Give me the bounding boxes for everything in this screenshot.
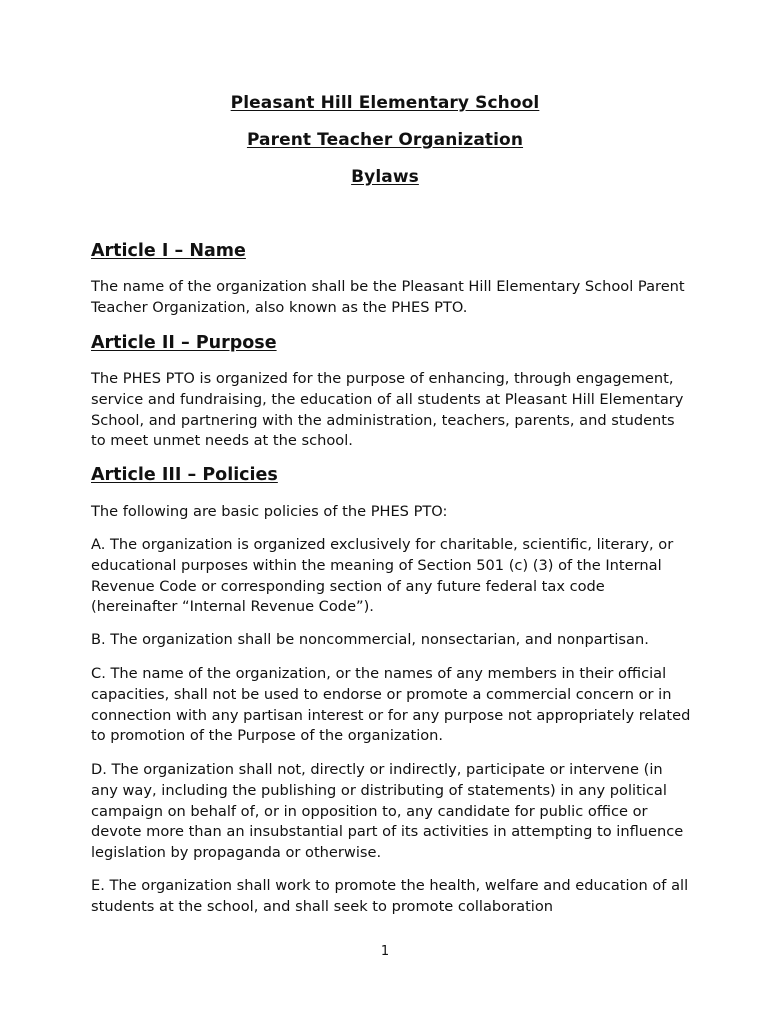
article-3-intro (91, 502, 691, 523)
page-number: 1 (380, 944, 390, 959)
article-1-paragraph: The name of the organization shall be the Pleasant Hill Elementary School Parent Teacher Organization, also known as the PHES PTO. (91, 278, 685, 316)
article-1-body (91, 277, 691, 319)
policy-d: D. The organization shall not, directly or indirectly, participate or intervene (in any way, including the publishing or distributing of statements) in any political campaign on behalf of, or in opposition to, any candidate for public office or devote more than an insubstantial part of its activities in attempting to influence legislation by propaganda or otherwise. (91, 761, 684, 862)
policy-e-block (91, 876, 691, 918)
document-type-title: Bylaws (351, 167, 419, 187)
article-3-heading-block (91, 465, 691, 485)
policy-c: C. The name of the organization, or the names of any members in their official capacities, shall not be used to endorse or promote a commercial concern or in connection with any partisan interest or for any purpose not appropriately related to promotion of the Purpose of the organization. (91, 665, 691, 745)
article-2-paragraph: The PHES PTO is organized for the purpose of enhancing, through engagement, service and fundraising, the education of all students at Pleasant Hill Elementary School, and partnering with the administration, teachers, parents, and students to meet unmet needs at the school. (91, 370, 684, 450)
organization-title: Parent Teacher Organization (246, 130, 524, 150)
article-1-heading-block (91, 241, 691, 261)
policy-a-block (91, 535, 691, 618)
article-2-heading: Article II – Purpose (91, 333, 277, 353)
policy-e: E. The organization shall work to promote the health, welfare and education of all students at the school, and shall seek to promote collaboration (91, 877, 689, 915)
policy-b: B. The organization shall be noncommercial, nonsectarian, and nonpartisan. (91, 631, 649, 648)
article-3-heading: Article III – Policies (91, 465, 278, 485)
policy-b-block (91, 630, 691, 651)
policy-d-block (91, 760, 691, 864)
article-1-heading: Article I – Name (91, 241, 246, 261)
policy-a: A. The organization is organized exclusively for charitable, scientific, literary, or educational purposes within the meaning of Section 501 (c) (3) of the Internal Revenue Code or corresponding section of any future federal tax code (hereinafter “Internal Revenue Code”). (91, 536, 674, 616)
policies-intro: The following are basic policies of the PHES PTO: (91, 503, 448, 520)
policy-c-block (91, 664, 691, 747)
article-2-heading-block (91, 333, 691, 353)
article-2-body (91, 369, 691, 452)
school-title: Pleasant Hill Elementary School (230, 93, 540, 113)
